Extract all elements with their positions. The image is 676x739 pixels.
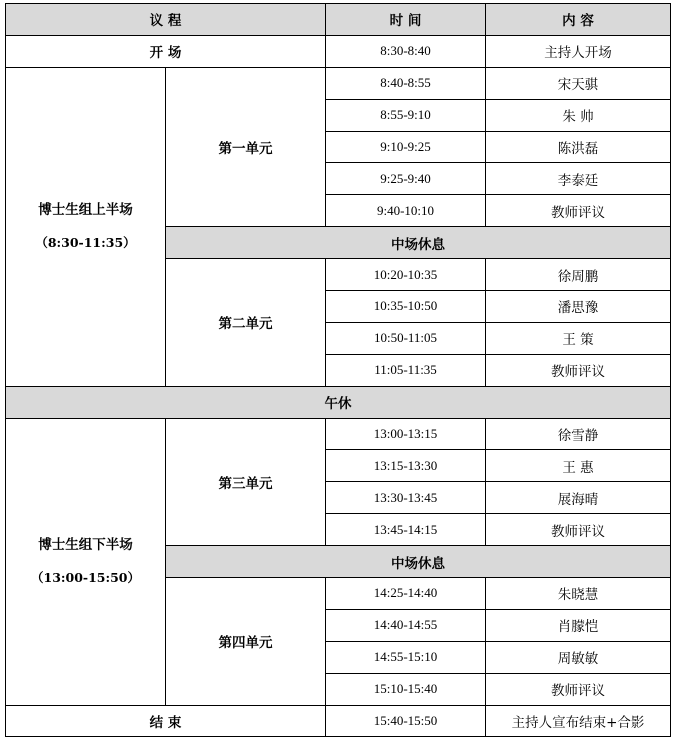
morning-session-title: 博士生组上半场 xyxy=(38,201,133,218)
slot-time: 15:10-15:40 xyxy=(326,673,486,705)
header-content: 内 容 xyxy=(486,4,671,36)
morning-session-cell xyxy=(6,67,166,386)
slot-content: 周敏敏 xyxy=(486,641,671,673)
slot-time: 14:55-15:10 xyxy=(326,641,486,673)
schedule-table xyxy=(5,3,671,737)
lunch-row xyxy=(6,386,671,418)
slot-time: 8:40-8:55 xyxy=(326,67,486,99)
slot-content: 朱 帅 xyxy=(486,99,671,131)
opening-row xyxy=(6,35,671,67)
slot-time: 9:25-9:40 xyxy=(326,163,486,195)
slot-time: 14:40-14:55 xyxy=(326,609,486,641)
slot-time: 13:45-14:15 xyxy=(326,514,486,546)
header-row xyxy=(6,4,671,36)
opening-content: 主持人开场 xyxy=(486,35,671,67)
table-row xyxy=(6,418,671,450)
slot-content: 徐雪静 xyxy=(486,418,671,450)
slot-content: 李泰廷 xyxy=(486,163,671,195)
slot-time: 14:25-14:40 xyxy=(326,578,486,610)
closing-row xyxy=(6,705,671,737)
slot-time: 13:30-13:45 xyxy=(326,482,486,514)
slot-content: 王 策 xyxy=(486,322,671,354)
lunch-label: 午休 xyxy=(6,386,671,418)
slot-time: 13:15-13:30 xyxy=(326,450,486,482)
opening-time: 8:30-8:40 xyxy=(326,35,486,67)
slot-time: 10:50-11:05 xyxy=(326,322,486,354)
morning-break-label: 中场休息 xyxy=(166,227,671,259)
closing-content: 主持人宣布结束+合影 xyxy=(486,705,671,737)
slot-content: 展海晴 xyxy=(486,482,671,514)
afternoon-session-cell xyxy=(6,418,166,705)
unit1-label: 第一单元 xyxy=(166,67,326,226)
slot-content: 肖朦恺 xyxy=(486,609,671,641)
opening-label: 开 场 xyxy=(6,35,326,67)
slot-content: 陈洪磊 xyxy=(486,131,671,163)
slot-time: 13:00-13:15 xyxy=(326,418,486,450)
slot-content: 潘思豫 xyxy=(486,291,671,323)
slot-time: 8:55-9:10 xyxy=(326,99,486,131)
slot-content: 朱晓慧 xyxy=(486,578,671,610)
unit4-label: 第四单元 xyxy=(166,578,326,706)
slot-content: 教师评议 xyxy=(486,673,671,705)
afternoon-session-title: 博士生组下半场 xyxy=(38,536,133,553)
header-time: 时 间 xyxy=(326,4,486,36)
afternoon-break-label: 中场休息 xyxy=(166,546,671,578)
header-agenda: 议 程 xyxy=(6,4,326,36)
slot-content: 徐周鹏 xyxy=(486,259,671,291)
slot-content: 教师评议 xyxy=(486,514,671,546)
closing-label: 结 束 xyxy=(6,705,326,737)
slot-content: 教师评议 xyxy=(486,354,671,386)
slot-content: 宋天骐 xyxy=(486,67,671,99)
slot-time: 11:05-11:35 xyxy=(326,354,486,386)
slot-time: 10:35-10:50 xyxy=(326,291,486,323)
slot-time: 10:20-10:35 xyxy=(326,259,486,291)
slot-content: 教师评议 xyxy=(486,195,671,227)
unit2-label: 第二单元 xyxy=(166,259,326,387)
slot-content: 王 惠 xyxy=(486,450,671,482)
slot-time: 9:40-10:10 xyxy=(326,195,486,227)
afternoon-session-range: （13:00-15:50） xyxy=(31,570,140,586)
table-row xyxy=(6,67,671,99)
closing-time: 15:40-15:50 xyxy=(326,705,486,737)
morning-session-range: （8:30-11:35） xyxy=(35,235,136,251)
slot-time: 9:10-9:25 xyxy=(326,131,486,163)
schedule-document xyxy=(5,3,671,737)
unit3-label: 第三单元 xyxy=(166,418,326,546)
